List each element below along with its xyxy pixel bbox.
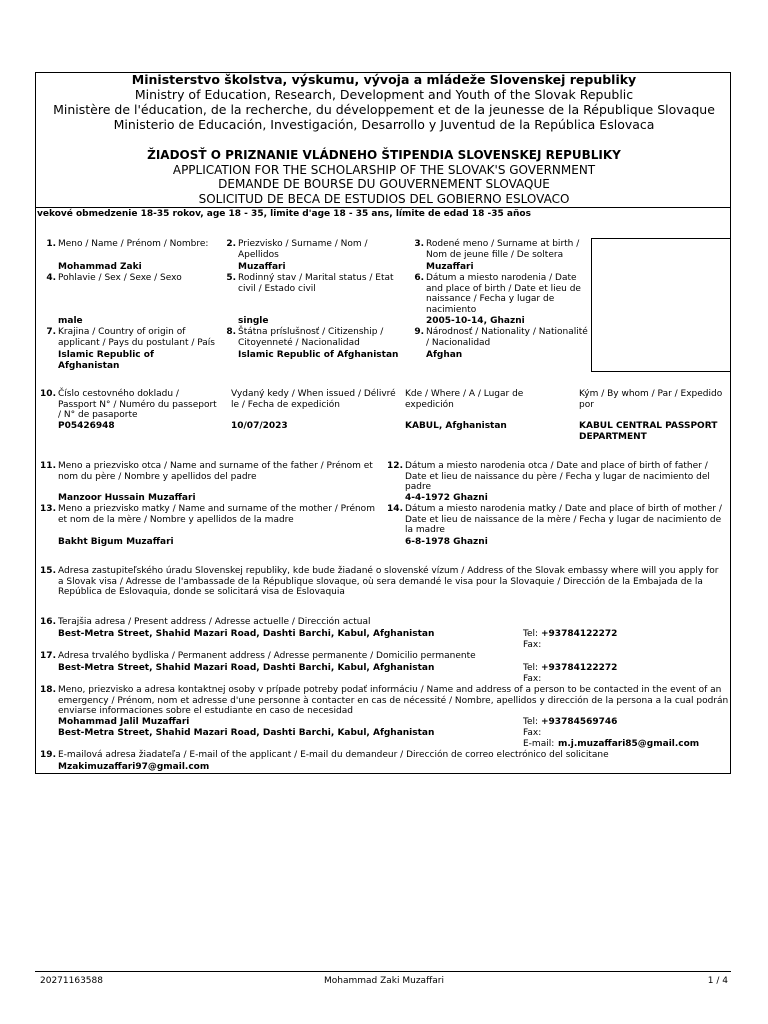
field-14-value: 6-8-1978 Ghazni — [405, 537, 488, 547]
passport-by-whom-label: Kým / By whom / Par / Expedido por — [579, 389, 723, 410]
field-18-number: 18. — [40, 685, 56, 695]
footer-name: Mohammad Zaki Muzaffari — [324, 976, 444, 986]
passport-where-label: Kde / Where / A / Lugar de expedición — [405, 389, 524, 410]
passport-where-value: KABUL, Afghanistan — [405, 421, 507, 431]
field-16-tel-label: Tel: — [523, 629, 539, 639]
passport-issued-value: 10/07/2023 — [231, 421, 288, 431]
age-limit-note: vekové obmedzenie 18-35 rokov, age 18 - 35, limite d'age 18 - 35 ans, límite de edad 18 -35 años — [37, 209, 531, 219]
field-7-value: Islamic Republic of Afghanistan — [58, 350, 154, 371]
field-18-tel-label: Tel: — [523, 717, 539, 727]
field-18-contact-name: Mohammad Jalil Muzaffari — [58, 717, 190, 727]
field-13-value: Bakht Bigum Muzaffari — [58, 537, 174, 547]
field-16-tel: +93784122272 — [541, 629, 618, 639]
form-title-es: SOLICITUD DE BECA DE ESTUDIOS DEL GOBIERNO ESLOVACO — [198, 192, 570, 206]
field-6-number: 6. — [414, 273, 424, 283]
field-2-value: Muzaffari — [238, 262, 286, 272]
field-4-label: Pohlavie / Sex / Sexe / Sexo — [58, 273, 182, 283]
field-17-fax-label: Fax: — [523, 674, 542, 684]
field-7-label: Krajina / Country of origin of applicant / Pays du postulant / País — [58, 327, 215, 348]
field-1-number: 1. — [46, 239, 56, 249]
field-4-value: male — [58, 316, 83, 326]
field-17-label: Adresa trvalého bydliska / Permanent address / Adresse permanente / Domicilio permanente — [58, 651, 476, 661]
field-12-value: 4-4-1972 Ghazni — [405, 493, 488, 503]
field-11-number: 11. — [40, 461, 56, 471]
header-divider — [35, 207, 731, 208]
field-9-label: Národnosť / Nationality / Nationalité / Nacionalidad — [426, 327, 588, 348]
field-18-tel: +93784569746 — [541, 717, 618, 727]
field-13-number: 13. — [40, 504, 56, 514]
field-16-fax-label: Fax: — [523, 640, 542, 650]
field-3-value: Muzaffari — [426, 262, 474, 272]
field-12-label: Dátum a miesto narodenia otca / Date and place of birth of father / Date et lieu de naissance du père / Fecha y lugar de nacimiento del padre — [405, 461, 710, 492]
field-5-label: Rodinný stav / Marital status / Etat civil / Estado civil — [238, 273, 394, 294]
footer-divider — [35, 971, 731, 972]
field-4-number: 4. — [46, 273, 56, 283]
form-title-en: APPLICATION FOR THE SCHOLARSHIP OF THE SLOVAK'S GOVERNMENT — [172, 163, 596, 177]
form-title-sk: ŽIADOSŤ O PRIZNANIE VLÁDNEHO ŠTIPENDIA SLOVENSKEJ REPUBLIKY — [147, 148, 621, 162]
footer-page-number: 1 / 4 — [707, 976, 728, 986]
field-3-number: 3. — [414, 239, 424, 249]
passport-by-whom-value: KABUL CENTRAL PASSPORT DEPARTMENT — [579, 421, 718, 442]
passport-issued-label: Vydaný kedy / When issued / Délivré le / Fecha de expedición — [231, 389, 396, 410]
ministry-title-es: Ministerio de Educación, Investigación, Desarrollo y Juventud de la República Eslovaca — [113, 117, 655, 132]
field-17-value: Best-Metra Street, Shahid Mazari Road, Dashti Barchi, Kabul, Afghanistan — [58, 663, 435, 673]
field-17-number: 17. — [40, 651, 56, 661]
field-17-tel: +93784122272 — [541, 663, 618, 673]
field-19-label: E-mailová adresa žiadateľa / E-mail of the applicant / E-mail du demandeur / Dirección de correo electrónico del solicitane — [58, 750, 609, 760]
field-18-value: Best-Metra Street, Shahid Mazari Road, Dashti Barchi, Kabul, Afghanistan — [58, 728, 435, 738]
field-10-label: Číslo cestovného dokladu / Passport N° / Numéro du passeport / N° de pasaporte — [58, 389, 217, 420]
field-10-number: 10. — [40, 389, 56, 399]
field-11-value: Manzoor Hussain Muzaffari — [58, 493, 196, 503]
field-3-label: Rodené meno / Surname at birth / Nom de jeune fille / De soltera — [426, 239, 580, 260]
field-5-number: 5. — [226, 273, 236, 283]
field-1-value: Mohammad Zaki — [58, 262, 142, 272]
field-18-email-label: E-mail: — [523, 739, 555, 749]
field-19-value: Mzakimuzaffari97@gmail.com — [58, 762, 210, 772]
field-11-label: Meno a priezvisko otca / Name and surname of the father / Prénom et nom du père / Nombre y apellidos del padre — [58, 461, 373, 482]
field-8-label: Štátna príslušnosť / Citizenship / Citoyenneté / Nacionalidad — [238, 327, 384, 348]
field-14-label: Dátum a miesto narodenia matky / Date and place of birth of mother / Date et lieu de naissance de la mère / Fecha y lugar de nacimiento de la madre — [405, 504, 722, 535]
field-6-value: 2005-10-14, Ghazni — [426, 316, 525, 326]
field-15-number: 15. — [40, 566, 56, 576]
field-2-number: 2. — [226, 239, 236, 249]
field-13-label: Meno a priezvisko matky / Name and surname of the mother / Prénom et nom de la mère / Nombre y apellidos de la madre — [58, 504, 375, 525]
field-8-number: 8. — [226, 327, 236, 337]
field-16-value: Best-Metra Street, Shahid Mazari Road, Dashti Barchi, Kabul, Afghanistan — [58, 629, 435, 639]
field-15-label: Adresa zastupiteľského úradu Slovenskej republiky, kde bude žiadané o slovenské vízum / Address of the Slovak embassy where will you apply for a Slovak visa / Adresse de l'ambassade de la République slovaque, où sera demandé le visa pour la Slovaquie / Dirección de la Embajada de la República de Eslovaquia, donde se solicitará visa de Eslovaquia — [58, 566, 719, 597]
field-18-email: m.j.muzaffari85@gmail.com — [558, 739, 700, 749]
field-6-label: Dátum a miesto narodenia / Date and place of birth / Date et lieu de naissance / Fecha y lugar de nacimiento — [426, 273, 581, 315]
photo-box — [591, 238, 731, 372]
field-16-number: 16. — [40, 617, 56, 627]
field-10-value: P05426948 — [58, 421, 115, 431]
field-8-value: Islamic Republic of Afghanistan — [238, 350, 399, 360]
footer-doc-id: 20271163588 — [40, 976, 103, 986]
field-9-value: Afghan — [426, 350, 463, 360]
form-title-fr: DEMANDE DE BOURSE DU GOUVERNEMENT SLOVAQUE — [218, 177, 550, 191]
field-9-number: 9. — [414, 327, 424, 337]
field-19-number: 19. — [40, 750, 56, 760]
field-7-number: 7. — [46, 327, 56, 337]
field-16-label: Terajšia adresa / Present address / Adresse actuelle / Dirección actual — [58, 617, 371, 627]
ministry-title-fr: Ministère de l'éducation, de la recherche, du développement et de la jeunesse de la République Slovaque — [53, 102, 715, 117]
field-1-label: Meno / Name / Prénom / Nombre: — [58, 239, 209, 249]
field-14-number: 14. — [387, 504, 403, 514]
field-2-label: Priezvisko / Surname / Nom / Apellidos — [238, 239, 368, 260]
field-5-value: single — [238, 316, 269, 326]
field-18-fax-label: Fax: — [523, 728, 542, 738]
ministry-title-en: Ministry of Education, Research, Development and Youth of the Slovak Republic — [134, 87, 634, 102]
field-18-label: Meno, priezvisko a adresa kontaktnej osoby v prípade potreby podať informáciu / Name and address of a person to be contacted in the event of an emergency / Prénom, nom et adresse d'une personne à contacter en cas de nécessité / Nombre, apellidos y dirección de la persona a la cual podrán enviarse informaciones sobre el estudiante en caso de necesidad — [58, 685, 729, 716]
ministry-title-sk: Ministerstvo školstva, výskumu, vývoja a mládeže Slovenskej republiky — [131, 72, 637, 87]
field-17-tel-label: Tel: — [523, 663, 539, 673]
field-12-number: 12. — [387, 461, 403, 471]
